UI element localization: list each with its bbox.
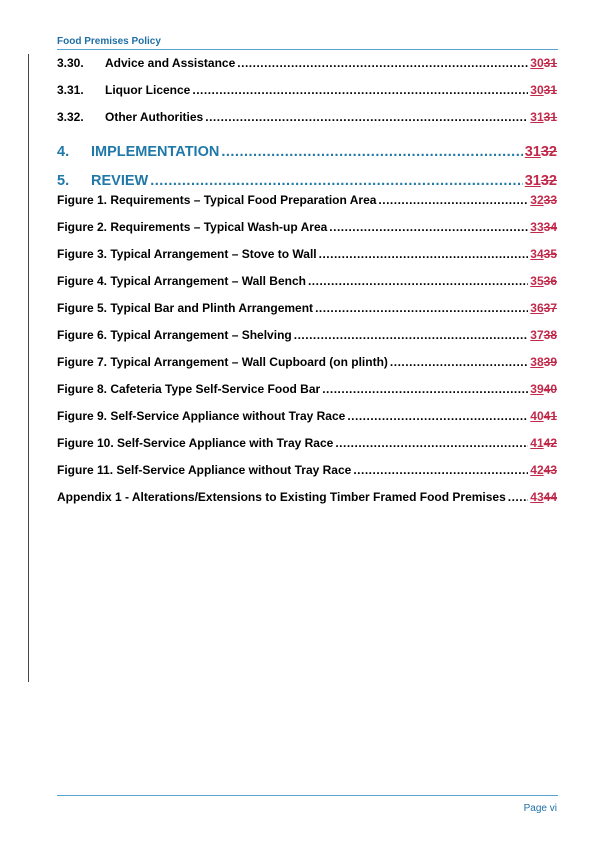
toc-entry-page: [530, 409, 557, 423]
toc-entry-title: Figure 8. Cafeteria Type Self-Service Food Bar: [57, 382, 321, 396]
page-number-inserted: 34: [530, 247, 544, 261]
toc-entry-title: Liquor Licence: [105, 83, 191, 97]
page-number-deleted: 32: [540, 144, 557, 160]
toc-entry[interactable]: [57, 274, 557, 290]
toc-entry-number: 4.: [57, 144, 70, 160]
page-number-deleted: 40: [543, 382, 557, 396]
toc-entry-page: [530, 436, 557, 450]
dot-leader: [308, 274, 528, 288]
page-number-inserted: 38: [530, 355, 544, 369]
page-number-deleted: 35: [543, 247, 557, 261]
page-number-inserted: 41: [530, 436, 544, 450]
toc-entry-title: Figure 6. Typical Arrangement – Shelving: [57, 328, 292, 342]
dot-leader: [294, 328, 529, 342]
dot-leader: [237, 56, 528, 70]
page-number-inserted: 35: [530, 274, 544, 288]
toc-entry[interactable]: [57, 463, 557, 479]
dot-leader: [319, 247, 529, 261]
toc-entry[interactable]: [57, 193, 557, 209]
page-number-inserted: 40: [530, 409, 544, 423]
toc-entry[interactable]: [57, 328, 557, 344]
dot-leader: [347, 409, 528, 423]
toc-entry[interactable]: [57, 110, 557, 126]
toc-entry-number: 3.30.: [57, 56, 84, 70]
page-number-deleted: 37: [543, 301, 557, 315]
page-number: Page vi: [523, 803, 557, 814]
page-number-deleted: 38: [543, 328, 557, 342]
toc-entry-page: [530, 220, 557, 234]
toc-entry-title: Figure 2. Requirements – Typical Wash-up Area: [57, 220, 328, 234]
toc-entry[interactable]: [57, 436, 557, 452]
toc-entry[interactable]: [57, 409, 557, 425]
dot-leader: [192, 83, 528, 97]
toc-entry-title: IMPLEMENTATION: [91, 144, 220, 160]
toc-entry-number: 3.31.: [57, 83, 84, 97]
toc-entry[interactable]: [57, 301, 557, 317]
dot-leader: [335, 436, 528, 450]
toc-entry[interactable]: [57, 247, 557, 263]
page-number-inserted: 31: [524, 173, 541, 189]
page-number-deleted: 31: [543, 110, 557, 124]
toc-entry-number: 3.32.: [57, 110, 84, 124]
page-number-deleted: 42: [543, 436, 557, 450]
toc-entry-page: [525, 173, 557, 189]
toc-entry-title: Advice and Assistance: [105, 56, 236, 70]
toc-entry[interactable]: [57, 220, 557, 236]
revision-change-bar: [28, 54, 29, 682]
toc-entry-title: Figure 3. Typical Arrangement – Stove to Wall: [57, 247, 317, 261]
footer-rule: [57, 795, 558, 796]
page-number-inserted: 39: [530, 382, 544, 396]
toc-entry-page: [530, 56, 557, 70]
page-number-deleted: 39: [543, 355, 557, 369]
toc-entry-page: [525, 144, 557, 160]
dot-leader: [390, 355, 528, 369]
toc-entry-title: REVIEW: [91, 173, 149, 189]
toc-entry[interactable]: [57, 490, 557, 506]
toc-entry-page: [530, 247, 557, 261]
toc-entry-title: Figure 5. Typical Bar and Plinth Arrangement: [57, 301, 314, 315]
toc-entry-title: Other Authorities: [105, 110, 204, 124]
toc-entry-number: 5.: [57, 173, 70, 189]
toc-entry-page: [530, 382, 557, 396]
dot-leader: [353, 463, 528, 477]
dot-leader: [315, 301, 528, 315]
toc-entry[interactable]: [57, 382, 557, 398]
page-number-inserted: 36: [530, 301, 544, 315]
toc-entry-title: Appendix 1 - Alterations/Extensions to Existing Timber Framed Food Premises: [57, 490, 506, 504]
toc-entry-page: [530, 274, 557, 288]
dot-leader: [322, 382, 528, 396]
page-number-inserted: 31: [524, 144, 541, 160]
page-number-inserted: 31: [530, 110, 544, 124]
toc-entry-page: [530, 83, 557, 97]
page-number-inserted: 33: [530, 220, 544, 234]
toc-entry-page: [530, 355, 557, 369]
dot-leader: [221, 144, 522, 160]
toc-entry[interactable]: [57, 83, 557, 99]
page-number-inserted: 43: [530, 490, 544, 504]
page-number-inserted: 42: [530, 463, 544, 477]
dot-leader: [378, 193, 528, 207]
toc-entry-page: [530, 463, 557, 477]
toc-entry[interactable]: [57, 355, 557, 371]
toc-entry-title: Figure 11. Self-Service Appliance without Tray Race: [57, 463, 352, 477]
page-number-deleted: 31: [543, 56, 557, 70]
toc-entry-title: Figure 4. Typical Arrangement – Wall Bench: [57, 274, 306, 288]
toc-entry-page: [530, 328, 557, 342]
toc-entry-title: Figure 10. Self-Service Appliance with Tray Race: [57, 436, 334, 450]
toc-entry-page: [530, 193, 557, 207]
page-number-inserted: 32: [530, 193, 544, 207]
toc-entry-page: [530, 110, 557, 124]
page-number-deleted: 36: [543, 274, 557, 288]
page-number-deleted: 34: [543, 220, 557, 234]
page-number-inserted: 30: [530, 83, 544, 97]
dot-leader: [508, 490, 529, 504]
page-number-deleted: 43: [543, 463, 557, 477]
page-number-inserted: 37: [530, 328, 544, 342]
toc-entry-title: Figure 1. Requirements – Typical Food Preparation Area: [57, 193, 377, 207]
dot-leader: [205, 110, 528, 124]
page-number-deleted: 41: [543, 409, 557, 423]
toc-entry[interactable]: [57, 56, 557, 72]
page-number-inserted: 30: [530, 56, 544, 70]
toc-entry-title: Figure 9. Self-Service Appliance without Tray Race: [57, 409, 346, 423]
toc-entry[interactable]: [57, 173, 557, 193]
page-number-deleted: 33: [543, 193, 557, 207]
dot-leader: [150, 173, 523, 189]
toc-entry[interactable]: [57, 144, 557, 164]
toc-entry-page: [530, 490, 557, 504]
page-number-deleted: 31: [543, 83, 557, 97]
running-header: Food Premises Policy: [57, 36, 558, 50]
page-number-deleted: 44: [543, 490, 557, 504]
dot-leader: [329, 220, 528, 234]
page-number-deleted: 32: [540, 173, 557, 189]
toc-entry-title: Figure 7. Typical Arrangement – Wall Cupboard (on plinth): [57, 355, 388, 369]
toc-entry-page: [530, 301, 557, 315]
